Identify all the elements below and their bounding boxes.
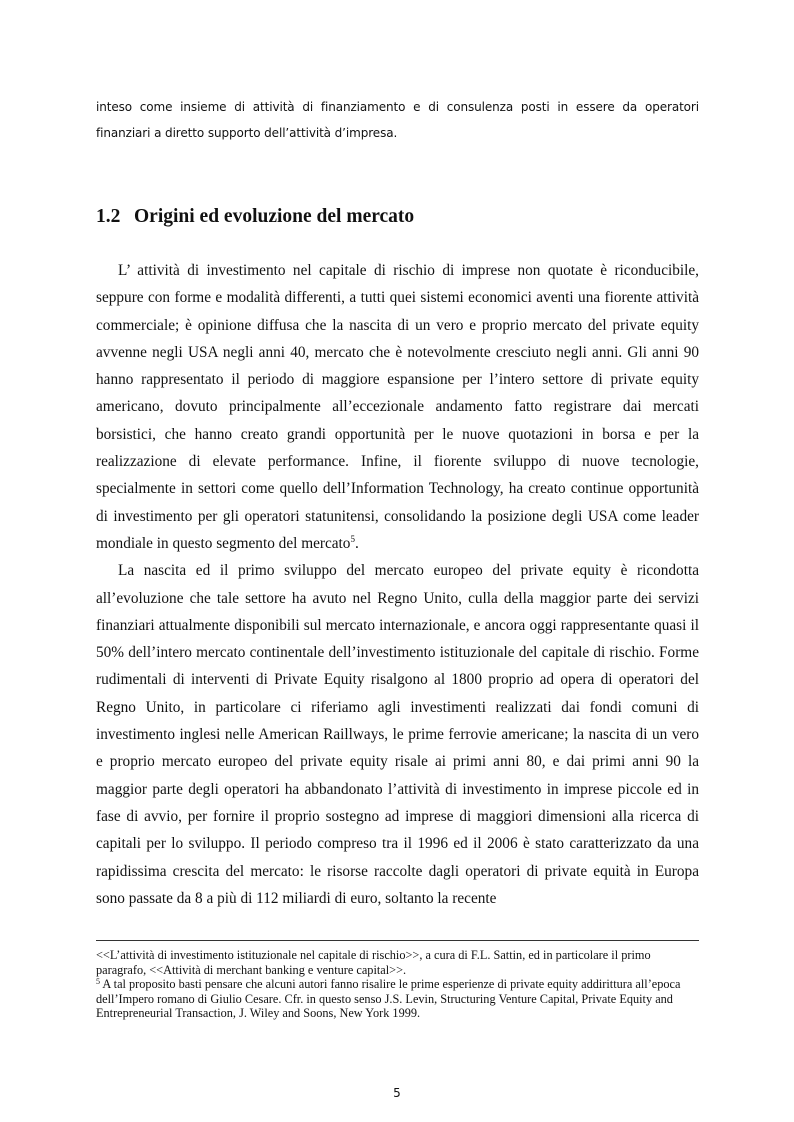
footnote-5-mark: 5 <box>96 977 100 986</box>
footnote-5-text: A tal proposito basti pensare che alcuni autori fanno risalire le prime esperienze di private equity addirittura all’epoca dell’Impero romano di Giulio Cesare. Cfr. in questo senso J.S. Levin, Structuring Venture Capital, Private Equity and Entrepreneurial Transaction, J. Wiley and Soons, New York 1999. <box>96 977 681 1020</box>
paragraph-1-text: L’ attività di investimento nel capitale di rischio di imprese non quotate è riconducibile, seppure con forme e modalità differenti, a tutti quei sistemi economici aventi una fiorente attività commerciale; è opinione diffusa che la nascita di un vero e proprio mercato del private equity avvenne negli USA negli anni 40, mercato che è notevolmente cresciuto negli anni. Gli anni 90 hanno rappresentato il periodo di maggiore espansione per l’intero settore di private equity americano, dovuto principalmente all’eccezionale andamento fatto registrare dai mercati borsistici, che hanno creato grandi opportunità per le nuove quotazioni in borsa e per la realizzazione di elevate performance. Infine, il fiorente sviluppo di nuove tecnologie, specialmente in settori come quello dell’Information Technology, ha creato continue opportunità di investimento per gli operatori statunitensi, consolidando la posizione degli USA come leader mondiale in questo segmento del mercato <box>96 262 699 552</box>
footnote-5 <box>96 977 699 1021</box>
page-number: 5 <box>393 1086 401 1100</box>
footnotes <box>96 948 699 1021</box>
footnote-separator <box>96 940 699 941</box>
intro-paragraph: inteso come insieme di attività di finanziamento e di consulenza posti in essere da operatori finanziari a diretto supporto dell’attività d’impresa. <box>96 100 699 140</box>
footnote-continuation: <<L’attività di investimento istituzionale nel capitale di rischio>>, a cura di F.L. Sattin, ed in particolare il primo paragrafo, <<Attività di merchant banking e venture capital>>. <box>96 948 651 977</box>
section-body <box>96 257 699 912</box>
paragraph-1-end: . <box>354 534 359 552</box>
body-paragraph-1 <box>96 257 699 557</box>
footnote-ref-5: 5 <box>350 533 355 544</box>
section-number: 1.2 <box>96 206 121 227</box>
body-paragraph-2: La nascita ed il primo sviluppo del mercato europeo del private equity è ricondotta all’evoluzione che tale settore ha avuto nel Regno Unito, culla della maggior parte dei servizi finanziari attualmente disponibili sul mercato internazionale, e ancora oggi rappresentante quasi il 50% dell’intero mercato continentale dell’investimento istituzionale del capitale di rischio. Forme rudimentali di interventi di Private Equity risalgono al 1800 proprio ad opera di operatori del Regno Unito, in particolare ci riferiamo agli investimenti realizzati dai fondi comuni di investimento inglesi nelle American Raillways, le prime ferrovie americane; la nascita di un vero e proprio mercato europeo del private equity risale ai primi anni 80, e dai primi anni 90 la maggior parte degli operatori ha abbandonato l’attività di investimento in imprese piccole ed in fase di avvio, per fornire il proprio sostegno ad imprese di maggiori dimensioni alla ricerca di capitali per lo sviluppo. Il periodo compreso tra il 1996 ed il 2006 è stato caratterizzato da una rapidissima crescita del mercato: le risorse raccolte dagli operatori di private equità in Europa sono passate da 8 a più di 112 miliardi di euro, soltanto la recente <box>96 562 699 907</box>
section-title: Origini ed evoluzione del mercato <box>134 206 415 227</box>
section-heading <box>96 206 699 228</box>
